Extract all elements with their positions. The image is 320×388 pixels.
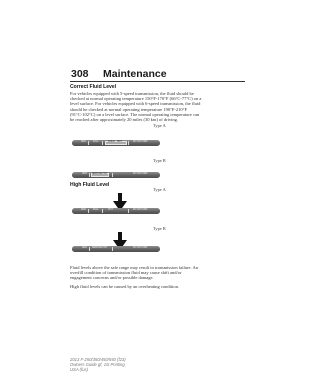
correct-type-a-label: Type A [153, 123, 166, 128]
dipstick-tick [102, 141, 103, 145]
dipstick-high-type-b [72, 246, 160, 252]
dipstick-mark: HOT [108, 209, 113, 212]
dipstick-mark: FULL [93, 209, 99, 212]
paragraph-line: engagement concerns and/or possible damage. [70, 275, 154, 281]
high-level-heading: High Fluid Level [70, 182, 110, 188]
correct-level-heading: Correct Fluid Level [70, 84, 117, 90]
dipstick-mark: ADD [81, 141, 86, 144]
dipstick-tick [128, 209, 129, 213]
footer-model: 2013 F-250/350/450/550 [70, 357, 116, 362]
dipstick-high-type-a [72, 208, 160, 214]
paragraph-line: For vehicles equipped with 5-speed transmission, the fluid should be [70, 91, 194, 96]
dipstick-mark: HOT [117, 141, 122, 144]
dipstick-tick [102, 209, 103, 213]
paragraph-line: overfill condition of transmission fluid may cause shift and/or [70, 270, 182, 276]
dipstick-mark: SERVICE HOT [92, 247, 108, 250]
dipstick-tick [112, 247, 113, 251]
dipstick-tick [112, 173, 113, 177]
dipstick-mark: ADD [81, 209, 86, 212]
dipstick-mark: ADD [82, 173, 87, 176]
footer-code: (f23) [117, 357, 126, 362]
page-number: 308 [71, 68, 89, 80]
dipstick-mark: FULL [93, 141, 99, 144]
print-footer [70, 357, 126, 372]
dipstick-mark: COLD [108, 141, 115, 144]
paragraph-line: be reached after approximately 20 miles (30 km) of driving. [70, 116, 178, 122]
dipstick-tick [88, 141, 89, 145]
dipstick-mark: SERVICE HOT [92, 173, 108, 176]
overfill-warning-paragraph [70, 265, 198, 281]
high-type-b-label: Type B [153, 226, 166, 231]
paragraph-line: checked at normal operating temperature 150°F-170°F (66°C-77°C) on a [70, 96, 202, 102]
paragraph-line: should be checked at normal operating temperature 190°F-210°F [70, 106, 187, 112]
dipstick-tick [88, 209, 89, 213]
header-rule [70, 81, 245, 82]
dipstick-tail-text: DO NOT ADD [133, 141, 148, 144]
dipstick-tick [128, 141, 129, 145]
footer-market-code: (fus) [79, 367, 89, 372]
dipstick-tail-text: DO NOT ADD [133, 173, 148, 176]
dipstick-tick [89, 247, 90, 251]
footer-market: USA [70, 367, 79, 372]
footer-guide: Owners Guide gf, 1st Printing [70, 362, 125, 367]
correct-type-b-label: Type B [153, 158, 166, 163]
dipstick-correct-type-a [72, 140, 160, 146]
paragraph-line: Fluid levels above the safe range may result in transmission failure. An [70, 265, 198, 270]
high-type-a-label: Type A [153, 187, 166, 192]
section-title: Maintenance [103, 68, 167, 80]
dipstick-tail-text: DO NOT ADD [133, 209, 148, 212]
dipstick-tail-text: DO NOT ADD [133, 247, 148, 250]
paragraph-line: level surface. For vehicles equipped with 6-speed transmission, the fluid [70, 101, 201, 107]
overheating-note: High fluid levels can be caused by an overheating condition. [70, 284, 179, 289]
dipstick-correct-type-b [72, 172, 160, 178]
paragraph-line: (91°C-102°C) on a level surface. The normal operating temperature can [70, 111, 200, 117]
dipstick-tick [89, 173, 90, 177]
dipstick-mark: ADD [82, 247, 87, 250]
correct-level-paragraph [70, 91, 201, 122]
